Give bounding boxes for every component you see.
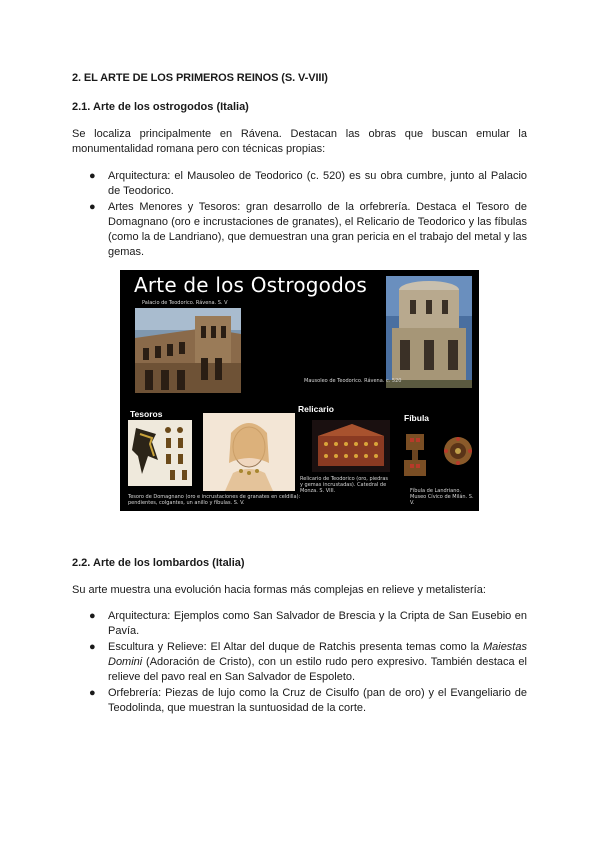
- lombardos-heading: 2.2. Arte de los lombardos (Italia): [72, 557, 245, 569]
- ostrogodos-heading: 2.1. Arte de los ostrogodos (Italia): [72, 101, 249, 113]
- palace-photo: [135, 308, 241, 393]
- tesoros-caption: Tesoro de Domagnano (oro e incrustaciones de granates en celdilla): pendientes, colgantes, un anillo y fíbulas. S. V.: [128, 494, 301, 506]
- ostrogodos-intro: Se localiza principalmente en Rávena. Destacan las obras que buscan emular la monumentalidad romana pero con técnicas propias:: [72, 128, 527, 155]
- tesoro-domagnano-photo: [128, 420, 192, 486]
- fibula-photo-2: [442, 434, 474, 468]
- relicario-label: Relicario: [298, 404, 334, 414]
- relicario-photo: [312, 420, 390, 472]
- fibula-caption: Fíbula de Landriano. Museo Cívico de Milán. S. V.: [410, 488, 474, 506]
- list-item: [86, 686, 527, 716]
- list-item: [86, 169, 527, 199]
- list-item-text: Arquitectura: Ejemplos como San Salvador de Brescia y la Cripta de San Eusebio en Pavía.: [108, 610, 527, 637]
- bullet-icon: ●: [89, 687, 96, 699]
- bullet-icon: ●: [89, 610, 96, 622]
- mausoleum-caption: Mausoleo de Teodorico. Rávena. c. 520: [304, 378, 402, 384]
- collage-title: Arte de los Ostrogodos: [134, 273, 368, 297]
- section-title: 2. EL ARTE DE LOS PRIMEROS REINOS (S. V-VIII): [72, 72, 328, 84]
- list-item-text: Orfebrería: Piezas de lujo como la Cruz de Cisulfo (pan de oro) y el Evangeliario de Teodolinda, que muestran la suntuosidad de la corte.: [108, 687, 527, 714]
- lombardos-intro: Su arte muestra una evolución hacia formas más complejas en relieve y metalistería:: [72, 584, 486, 596]
- bullet-icon: ●: [89, 641, 96, 653]
- mausoleum-photo: [386, 276, 472, 388]
- fibula-photo-1: [402, 432, 428, 478]
- fibula-label: Fíbula: [404, 413, 430, 423]
- list-item-text-after: (Adoración de Cristo), con un estilo rudo pero expresivo. También destaca el relieve del pavo real en San Salvador de Espoleto.: [108, 656, 527, 683]
- palace-caption: Palacio de Teodorico. Rávena. S. V: [142, 300, 228, 306]
- list-item-text: Arquitectura: el Mausoleo de Teodorico (c. 520) es su obra cumbre, junto al Palacio de Teodorico.: [108, 170, 527, 197]
- tesoros-label: Tesoros: [130, 409, 163, 419]
- list-item: [86, 640, 527, 685]
- list-item: [86, 609, 527, 639]
- list-item: [86, 200, 527, 260]
- list-item-text-before: Escultura y Relieve: El Altar del duque de Ratchis presenta temas como la: [108, 641, 483, 653]
- ostrogodos-collage: [120, 270, 479, 511]
- bullet-icon: ●: [89, 170, 96, 182]
- bullet-icon: ●: [89, 201, 96, 213]
- relicario-caption: Relicario de Teodorico (oro, piedras y gemas incrustadas). Catedral de Monza. S. VIII.: [300, 476, 388, 494]
- list-item-italic: Maiestas Domini: [108, 641, 527, 668]
- list-item-text: Artes Menores y Tesoros: gran desarrollo de la orfebrería. Destaca el Tesoro de Domagnano (oro e incrustaciones de granates), el Relicario de Teodorico y las fíbulas (como la de Landriano), que demuestran una gran pericia en el trabajo del metal y las gemas.: [108, 201, 527, 258]
- ostrogodos-list: [86, 169, 527, 261]
- lombardos-list: [86, 609, 527, 717]
- tesoro-portrait-drawing: [203, 413, 295, 491]
